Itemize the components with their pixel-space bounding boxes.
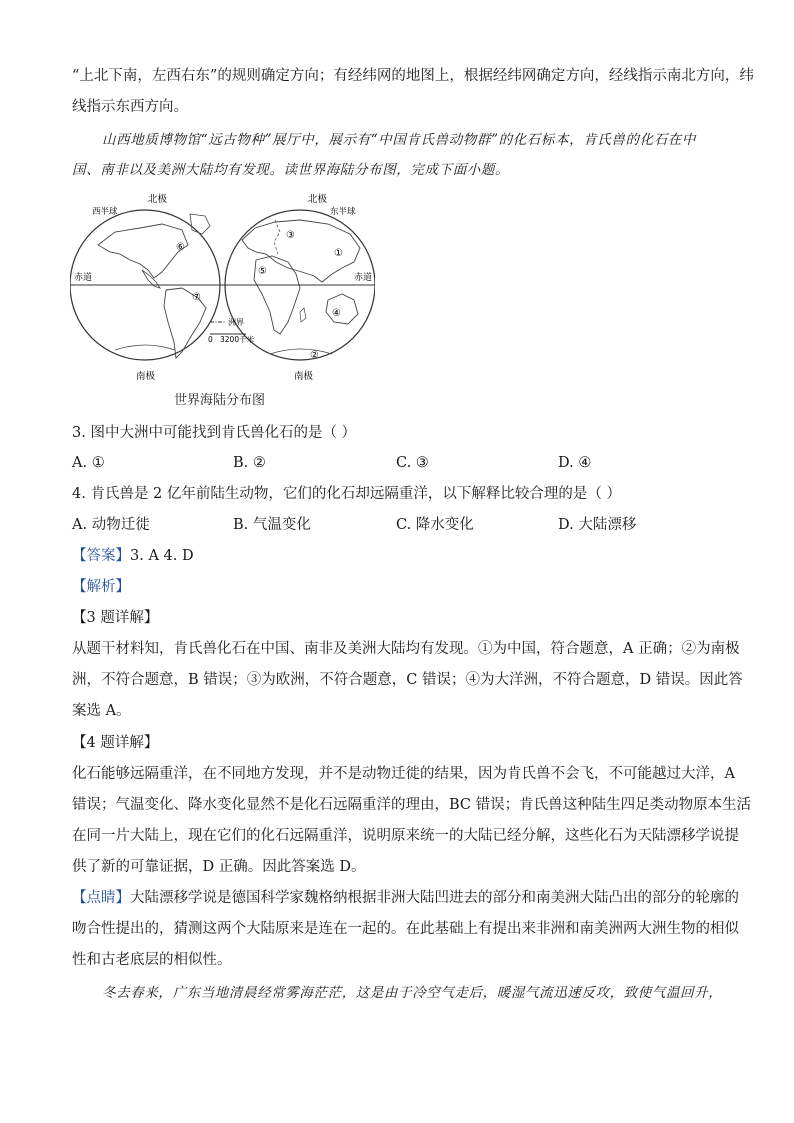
west-north-pole-label: 北极 [148, 194, 168, 205]
q4-option-a: A. 动物迁徙 [72, 517, 150, 533]
q4-option-c: C. 降水变化 [396, 517, 474, 533]
answer-value: 3. A 4. D [130, 548, 194, 564]
detail4-line-3: 在同一片大陆上，现在它们的化石远隔重洋，说明原来统一的大陆已经分解，这些化石为天陆漂移学说提 [72, 828, 739, 844]
marker-3: ③ [286, 230, 295, 241]
intro-line-1: “上北下南，左西右东”的规则确定方向；有经纬网的地图上，根据经纬网确定方向，经线指示南北方向，纬 [72, 68, 754, 84]
q3-option-d: D. ④ [558, 455, 592, 471]
passage-line-2: 国、南非以及美洲大陆均有发现。读世界海陆分布图，完成下面小题。 [72, 162, 510, 178]
q4-option-b: B. 气温变化 [233, 517, 311, 533]
marker-5: ⑤ [258, 266, 267, 277]
east-hemisphere-label: 东半球 [330, 207, 356, 217]
marker-2: ② [310, 350, 319, 361]
west-south-pole-label: 南极 [136, 371, 156, 382]
analysis-label: 【解析】 [72, 579, 130, 595]
detail4-line-4: 供了新的可靠证据，D 正确。因此答案选 D。 [72, 859, 366, 875]
marker-4: ④ [332, 308, 341, 319]
q3-option-c: C. ③ [396, 455, 429, 471]
scale-text: 3200千米 [220, 335, 255, 344]
detail4-label: 【4 题详解】 [72, 735, 159, 751]
detail4-line-1: 化石能够远隔重洋，在不同地方发现，并不是动物迁徙的结果，因为肯氏兽不会飞，不可能越过大洋，A [72, 766, 735, 782]
detail3-line-1: 从题干材料知，肯氏兽化石在中国、南非及美洲大陆均有发现。①为中国，符合题意，A 正确；②为南极 [72, 641, 740, 657]
detail3-line-3: 案选 A。 [72, 703, 131, 719]
boundary-legend-label: 洲界 [228, 318, 244, 327]
intro-line-2: 线指示东西方向。 [72, 99, 188, 115]
east-equator-label: 赤道 [354, 273, 373, 283]
marker-7: ⑦ [192, 292, 201, 303]
answer-label: 【答案】 [72, 548, 130, 564]
dianjing-line-3: 性和古老底层的相似性。 [72, 952, 232, 968]
detail3-line-2: 洲，不符合题意，B 错误；③为欧洲，不符合题意，C 错误；④为大洋洲，不符合题意，D 错误。因此答 [72, 672, 743, 688]
east-south-pole-label: 南极 [294, 371, 314, 382]
dianjing-line-1 [72, 888, 739, 908]
marker-1: ① [334, 248, 343, 259]
dianjing-text-1: 大陆漂移学说是德国科学家魏格纳根据非洲大陆凹进去的部分和南美洲大陆凸出的部分的轮廓的 [130, 890, 739, 906]
dianjing-label: 【点睛】 [72, 890, 130, 906]
q3-stem: 3. 图中大洲中可能找到肯氏兽化石的是（ ） [72, 425, 357, 441]
marker-6: ⑥ [176, 242, 185, 253]
next-passage-line: 冬去春来，广东当地清晨经常雾海茫茫，这是由于冷空气走后，暖湿气流迅速反攻，致使气温回升， [102, 985, 723, 1001]
dianjing-line-2: 吻合性提出的，猜测这两个大陆原来是连在一起的。在此基础上有提出来非洲和南美洲两大洲生物的相似 [72, 921, 739, 937]
east-north-pole-label: 北极 [308, 194, 328, 205]
west-hemisphere-label: 西半球 [92, 207, 118, 217]
detail3-label: 【3 题详解】 [72, 610, 159, 626]
map-caption: 世界海陆分布图 [174, 393, 266, 408]
answer-line [72, 546, 194, 566]
detail4-line-2: 错误；气温变化、降水变化显然不是化石远隔重洋的理由，BC 错误；肯氏兽这种陆生四足类动物原本生活 [72, 797, 752, 813]
passage-line-1: 山西地质博物馆“远古物种”展厅中，展示有“中国肯氏兽动物群”的化石标本，肯氏兽的化石在中 [102, 132, 697, 148]
q3-option-b: B. ② [233, 455, 266, 471]
q4-stem: 4. 肯氏兽是 2 亿年前陆生动物，它们的化石却远隔重洋，以下解释比较合理的是（ ） [72, 486, 621, 502]
q3-option-a: A. ① [72, 455, 105, 471]
scale-zero-label: 0 [208, 335, 213, 344]
q4-option-d: D. 大陆漂移 [558, 517, 637, 533]
west-equator-label: 赤道 [74, 273, 93, 283]
world-map-figure [70, 190, 375, 412]
